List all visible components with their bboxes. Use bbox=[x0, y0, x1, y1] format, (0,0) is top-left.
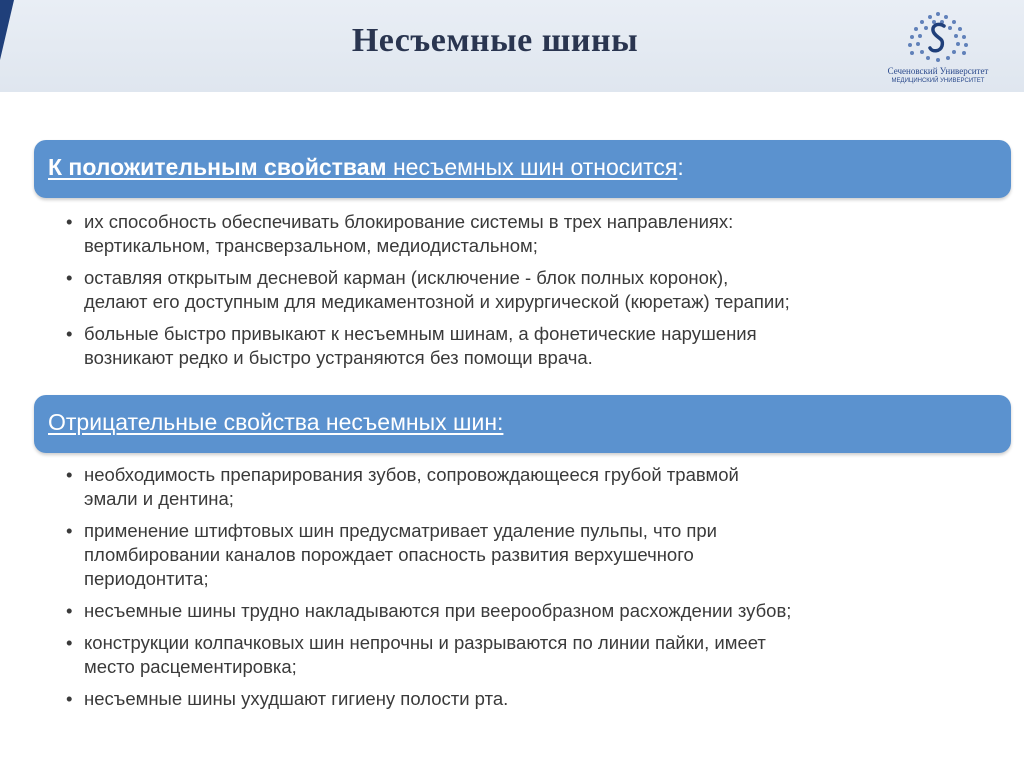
positive-heading: К положительным свойствам несъемных шин относится: bbox=[48, 154, 684, 180]
negative-heading: Отрицательные свойства несъемных шин: bbox=[48, 409, 504, 435]
list-item: • несъемные шины трудно накладываются при веерообразном расхождении зубов; bbox=[66, 600, 792, 621]
university-logo bbox=[868, 8, 1008, 88]
list-item: • их способность обеспечивать блокирование системы в трех направлениях: вертикальном, трансверзальном, медиодистальном; bbox=[66, 211, 734, 256]
list-item: • больные быстро привыкают к несъемным шинам, а фонетические нарушения возникают редко и быстро устраняются без помощи врача. bbox=[66, 323, 757, 368]
page-title: Несъемные шины bbox=[351, 22, 639, 59]
logo-name: Сеченовский Университет bbox=[887, 66, 989, 76]
negative-heading-bar bbox=[34, 395, 1011, 453]
list-item: • необходимость препарирования зубов, сопровождающееся грубой травмой эмали и дентина; bbox=[66, 464, 739, 509]
list-item: • оставляя открытым десневой карман (исключение - блок полных коронок), делают его доступным для медикаментозной и хирургической (кюретаж) терапии; bbox=[66, 267, 790, 312]
positive-list bbox=[40, 210, 1010, 378]
list-item: • несъемные шины ухудшают гигиену полости рта. bbox=[66, 688, 509, 709]
logo-emblem-icon bbox=[898, 8, 978, 64]
positive-heading-bar bbox=[34, 140, 1011, 198]
list-item: • применение штифтовых шин предусматривает удаление пульпы, что при пломбировании каналов порождает опасность развития верхушечного периодонтита; bbox=[66, 520, 718, 589]
list-item: • конструкции колпачковых шин непрочны и разрываются по линии пайки, имеет место расцементировка; bbox=[66, 632, 766, 677]
negative-list bbox=[40, 463, 1010, 719]
logo-subtitle: МЕДИЦИНСКИЙ УНИВЕРСИТЕТ bbox=[891, 78, 985, 84]
